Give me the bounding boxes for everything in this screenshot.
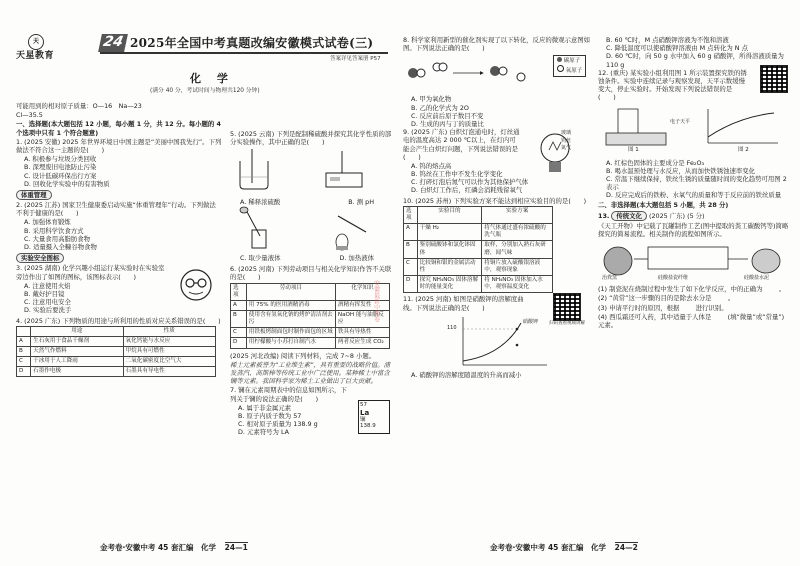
test-tube-flame-icon	[336, 216, 366, 250]
topic-tag: 实验安全图标	[16, 253, 64, 263]
curve-y-tick: 110	[447, 324, 457, 331]
question-13-source: (2025 广东) (5 分)	[648, 211, 705, 220]
question-1: 1. (2025 安徽) 2025 年世界环境日中国主题是“美丽中国我先行”。下列做法不符合这一主题的是( )	[16, 137, 222, 154]
table-cell: A	[404, 224, 418, 241]
answer-reference: 答案详见答案册 P57	[330, 56, 381, 62]
qr-code[interactable]	[760, 65, 788, 93]
table-cell: 酒精有挥发性	[335, 300, 389, 310]
table-row	[404, 276, 553, 293]
table-cell: D	[17, 367, 31, 377]
table-cell: 取样，分别加入熟石灰研磨，闻气味	[482, 241, 553, 258]
table-header-cell: 用途	[31, 326, 123, 336]
table-cell: 干燥 H₂	[417, 224, 482, 241]
question-12: 12. (重庆) 某实验小组利用图 1 所示装置探究铁的锈蚀条件。实验中连续记录与观察发现，天平示数缓慢变大，停止实验时。开始发现下列说法错误的是( )	[598, 68, 747, 102]
column-4	[598, 36, 790, 330]
option-12d: D. 反应完成后的铁粉、水氧气的质量和等于反应前的铁丝质量	[606, 191, 782, 200]
question-3: 3. (2025 湖南) 化学兴趣小组运行某实验时在实验室旁边作出了如图的图标，该图标表示( )	[16, 264, 165, 281]
question-4-table	[16, 326, 216, 378]
exam-number-badge: 24	[98, 34, 128, 52]
atomic-mass-line: 可能用到的相对原子质量：O—16 Na—23	[16, 102, 142, 110]
question-5-apparatus-figure-2	[230, 206, 390, 252]
option-7d: D. 元素符号为 LA	[238, 428, 290, 437]
column-2	[230, 130, 392, 436]
figure-2-caption: 图 2	[738, 146, 749, 153]
question-5-apparatus-figure	[230, 147, 390, 195]
table-cell: C	[17, 357, 31, 367]
curve-label: 硝酸钾	[523, 318, 539, 325]
section-one-heading: 一、选择题(本大题包括 12 小题，每小题 1 分，共 12 分。每小题的 4 个选项中只有 1 个符合题意)	[16, 120, 221, 137]
question-2-tag	[16, 190, 222, 200]
table-cell: 生石灰用于食品干燥剂	[31, 336, 123, 346]
table-row	[231, 338, 390, 348]
question-6-table	[230, 283, 390, 349]
footer-right-text: 金考卷·安徽中考 45 套汇编 化学	[490, 543, 607, 552]
option-8c: C. 反应前后原子数目不变	[411, 111, 484, 120]
option-12c: C. 常温下继续保持，铁丝生锈的质量随时间的变化趋势可用图 2 表示	[606, 174, 787, 192]
option-2d: D. 适量摄入全糠谷物食物	[24, 243, 97, 251]
figure-1-caption: 图 1	[628, 146, 639, 153]
option-8b: B. 乙的化学式为 2O	[411, 103, 469, 112]
table-cell: D	[404, 276, 418, 293]
table-header-cell: 实验目的	[417, 206, 482, 223]
option-2a: A. 加强体育锻炼	[24, 218, 71, 227]
option-11b: B. 60 ℃时，M 点硝酸钾溶液为不饱和溶液	[606, 36, 729, 44]
goggles-icon	[176, 268, 216, 302]
ph-paper-icon	[326, 151, 362, 187]
option-11c: C. 降低温度可以使硝酸钾溶液由 M 点转化为 N 点	[606, 44, 748, 53]
rust-experiment-figure	[598, 103, 788, 153]
table-row	[17, 357, 216, 367]
question-11: 11. (2025 河南) 如图是硝酸钾的溶解度曲线。下列说法正确的是( )	[403, 295, 524, 312]
option-8a: A. 甲为氧化物	[411, 95, 452, 104]
option-5c: C. 取少量液体	[240, 253, 281, 262]
table-cell: 用柠檬酸与小苏打自制汽水	[246, 338, 335, 348]
reaction-diagram	[403, 53, 553, 95]
table-header-cell: 选项	[231, 283, 247, 300]
title-underline	[100, 52, 388, 54]
element-symbol: La	[360, 408, 370, 417]
table-header-cell: 劳动项目	[246, 283, 335, 300]
dropper-icon	[240, 207, 266, 248]
option-9b: B. 钨丝在工作中不发生化学变化	[411, 170, 503, 179]
table-cell: C	[231, 328, 247, 338]
option-5d: D. 加热液体	[339, 253, 374, 262]
table-cell: D	[231, 338, 247, 348]
bulb-label-nitrogen: 氮气	[561, 145, 572, 152]
table-header-cell: 选项	[404, 206, 418, 223]
option-2c: C. 大量食用高脂肪食物	[24, 234, 91, 243]
option-7a: A. 属于非金属元素	[238, 403, 292, 412]
legend-oxygen: 氧原子	[565, 68, 583, 75]
table-cell: A	[17, 336, 31, 346]
table-row	[17, 347, 216, 357]
watermark-stamp: 安徽最新中考卷	[372, 280, 380, 322]
section-two-heading: 二、非选择题(本大题包括 5 小题，共 28 分)	[598, 201, 729, 210]
publisher-logo	[16, 34, 56, 66]
question-13-2: (2) “黄常”这一步骤的目的是除去水分是 。	[598, 294, 735, 303]
question-9: 9. (2025 广东) 白炽灯泡通电时，灯丝通电的温度高达 2 000 ℃以上，在灯内可能会产生白炽灯问题，下列说法错误的是( )	[403, 128, 520, 161]
question-2: 2. (2025 江苏) 国家卫生健康委启动实施“体重管理年”行动。下列做法不利于健康的是( )	[16, 201, 216, 218]
table-cell: B	[17, 347, 31, 357]
bulb-label-filament: 钨丝	[561, 137, 572, 144]
beaker-icon	[240, 149, 268, 189]
question-10: 10. (2025 苏州) 下列实验方案不能达到相应实验目的的是( )	[403, 196, 587, 205]
option-7c: C. 相对原子质量为 138.9 g	[238, 420, 318, 429]
element-card-lanthanum	[358, 400, 390, 434]
table-cell: 将铜片放入硫酸银溶液中，观察现象	[482, 258, 553, 275]
table-cell: 铁具有导热性	[335, 328, 389, 338]
table-cell: 用 75% 的医用酒精消毒	[246, 300, 335, 310]
table-cell: 将气体通过盛有浓硫酸的洗气瓶	[482, 224, 553, 241]
column-1	[16, 102, 222, 377]
table-cell: A	[231, 300, 247, 310]
option-11a: A. 硝酸钾的溶解度随温度的升高而减小	[411, 370, 522, 379]
option-1d: D. 回收化学实验中的有害物质	[24, 179, 110, 188]
table-cell: 干冰用于人工降雨	[31, 357, 123, 367]
atomic-mass-line-2: Cl—35.5	[16, 111, 43, 120]
question-13-1: (1) 制瓷泥在烧制过程中发生了如下化学反应，中的正确为 。	[598, 285, 786, 294]
table-row	[404, 241, 553, 258]
table-cell: C	[404, 258, 418, 275]
exam-title: 2025年全国中考真题改编安徽模式试卷(三)	[130, 36, 374, 50]
table-cell: 比较铜和银的金属活动性	[417, 258, 482, 275]
option-3b: B. 戴好护目镜	[24, 289, 65, 298]
pottery-process-figure	[598, 239, 788, 282]
footer-left-text: 金考卷·安徽中考 45 套汇编 化学	[100, 543, 217, 552]
table-cell: 二氧化碳密度比空气大	[123, 357, 215, 367]
option-1b: B. 深埋废旧电池防止污染	[24, 163, 97, 172]
option-8d: D. 生成的丙与丁的质量比	[411, 119, 484, 128]
table-header-cell: 化学知识	[335, 283, 389, 300]
table-header-row	[231, 283, 390, 300]
table-row	[17, 367, 216, 377]
question-10-table	[403, 206, 553, 294]
table-cell: 用铁板烤制面包时制作面包的区域	[246, 328, 335, 338]
logo-text: 天星教育	[16, 51, 55, 61]
table-cell: 石墨作电极	[31, 367, 123, 377]
table-cell: 甲烷具有可燃性	[123, 347, 215, 357]
option-9c: C. 打碎灯泡后氮气可以作为其他保护气体	[411, 178, 529, 187]
option-3a: A. 注意使用火焰	[24, 281, 71, 290]
option-9a: A. 钨的熔点高	[411, 161, 452, 170]
table-row	[404, 224, 553, 241]
question-13-number: 13.	[598, 211, 610, 220]
table-cell: 两者反应生成 CO₂	[335, 338, 389, 348]
table-header-row	[404, 206, 553, 223]
logo-mark: 天	[28, 34, 44, 50]
table-row	[231, 300, 390, 310]
reaction-legend	[553, 55, 586, 77]
question-3-tag	[16, 253, 222, 263]
qr-label: 扫码查看视频讲解	[549, 321, 585, 327]
option-12a: A. 红棕色固体的主要成分是 Fe₂O₃	[606, 158, 705, 167]
atomic-number: 57	[360, 402, 367, 409]
option-11d: D. 60 ℃时，向 50 g 水中加入 60 g 硝酸钾，所得溶液质量为 110 g	[606, 52, 784, 69]
balance-label: 电子天平	[670, 118, 691, 125]
table-cell: 天然气作燃料	[31, 347, 123, 357]
footer-right	[490, 542, 638, 553]
passage-text: 稀土元素被誉为“工业维生素”，具有重要的战略价值。浦发蒸汽、高斯棒等传统工业中广泛使用。某种稀土中富含镧等元素。我国科学家为稀土工业做出了巨大贡献。	[230, 360, 390, 386]
atomic-mass: 138.9	[360, 423, 376, 430]
legend-carbon: 碳原子	[563, 58, 581, 65]
question-4: 4. (2025 广东) 下列物质的用途与所利用的性质对应关系错误的是( )	[16, 316, 221, 325]
table-cell: 氧化钙能与水反应	[123, 336, 215, 346]
question-13-header	[598, 211, 790, 221]
table-cell: 鉴别硫酸钵和氯化钵固体	[417, 241, 482, 258]
table-header-row	[17, 326, 216, 336]
question-13-3: (3) 申请平行时的原因，根据 进行识别。	[598, 303, 728, 312]
table-cell: 使用含有氢氧化钠的烤炉清洁剂去污	[246, 310, 335, 327]
exam-note: (满分 40 分，考试时间与物理共120 分钟)	[150, 88, 260, 94]
topic-tag: 体重管理	[16, 190, 52, 200]
table-header-cell: 实验方案	[482, 206, 553, 223]
option-5a: A. 稀释浓硫酸	[240, 197, 281, 206]
option-3d: D. 实验后要洗手	[24, 306, 72, 315]
option-1a: A. 积极参与垃圾分类回收	[24, 155, 97, 164]
table-row	[231, 310, 390, 327]
table-header-cell: 性质	[123, 326, 215, 336]
bulb-label-glass: 玻璃	[561, 130, 572, 137]
option-12b: B. 喝水温预处理与水反应，从而加快铁锈蚀速率变化	[606, 166, 756, 175]
table-header-cell	[17, 326, 31, 336]
question-5: 5. (2025 云南) 下列是配制稀硫酸并探究其化学性质的部分实验操作，其中正确的是( )	[230, 130, 392, 147]
option-5b: B. 测 pH	[348, 197, 374, 206]
footer-left	[100, 542, 248, 553]
table-cell: 探究 NH₄NO₃ 固体溶解时的能量变化	[417, 276, 482, 293]
figure-label-kiln: 治粪窯	[602, 275, 618, 282]
option-3c: C. 注意用电安全	[24, 298, 71, 307]
table-row	[404, 258, 553, 275]
question-6: 6. (2025 河南) 下列劳动项目与相关化学知识作答不关联的是( )	[230, 265, 392, 282]
figure-label-fiber: 硅酸盐瓷纤维	[658, 275, 689, 282]
passage-intro: (2025 河北改编) 阅读下列材料，完成 7~8 小题。	[230, 351, 376, 360]
column-3	[403, 36, 591, 379]
footer-left-page: 24—1	[224, 543, 248, 552]
footer-right-page: 24—2	[614, 543, 638, 552]
element-name: 镧	[360, 416, 366, 423]
question-13-4: (4) 西瓜霜还可入药，其中适量于人体是 (填“微量”或“常量”)元素。	[598, 312, 785, 329]
table-cell: B	[231, 310, 247, 327]
subject-title: 化 学	[190, 72, 234, 85]
table-cell: 石墨具有导电性	[123, 367, 215, 377]
option-9d: D. 白炽灯工作后，红磷会消耗残留氧气	[411, 186, 523, 195]
option-7b: B. 原子内质子数为 57	[238, 411, 302, 420]
question-8: 8. 科学家利用新型的催化剂实现了以下转化，反应的微观示意图如图。下列说法正确的是( )	[403, 36, 591, 53]
topic-tag: 传统文化	[611, 211, 647, 221]
table-cell: NaOH 能与油脂反应	[335, 310, 389, 327]
option-2b: B. 采用科学饮食方式	[24, 226, 84, 235]
table-row	[231, 328, 390, 338]
table-cell: B	[404, 241, 418, 258]
option-1c: C. 设计低碳环保出行方案	[24, 171, 97, 180]
question-13: 《天工开物》中记载了瓦罐制作工艺(图中提取的粪工碳酸钙等)简略探究的简易流程。相关制作的流程如图所示。	[598, 221, 789, 238]
question-7: 7. 镧在元素周期表中的信息如图所示，下列关于镧的说法正确的是( )	[230, 386, 347, 403]
figure-label-cement: 硅酸盐水泥	[744, 275, 770, 282]
table-row	[17, 336, 216, 346]
table-cell: 将 NH₄NO₃ 固体加入水中，观察温度变化	[482, 276, 553, 293]
